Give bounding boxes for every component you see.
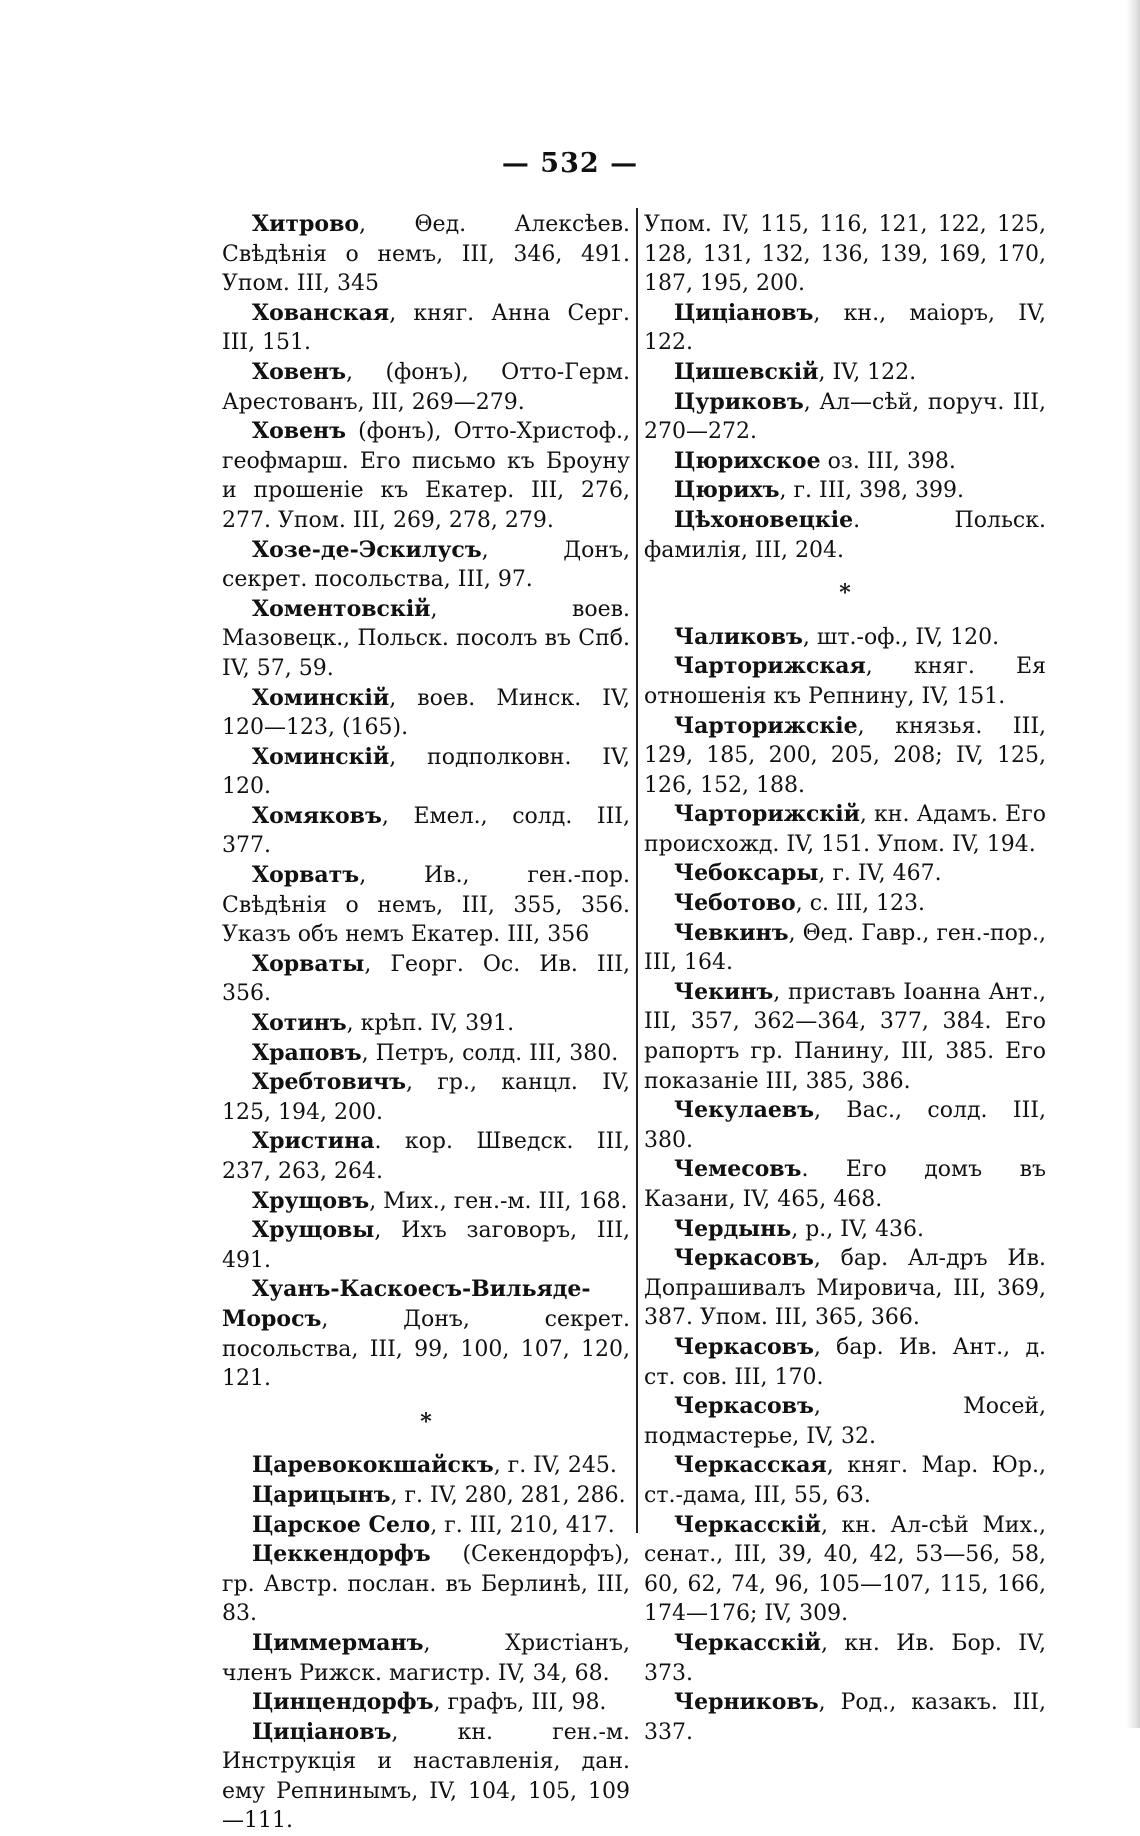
right-column xyxy=(644,210,1046,1747)
entry-text: , кн. ген.-м. Инструкція и наставленія, дан. ему Репнинымъ, IV, 104, 105, 109—111. xyxy=(222,1719,630,1834)
entry-text: . Его домъ въ Казани, IV, 465, 468. xyxy=(644,1157,1046,1212)
entry-headword: Черкасовъ xyxy=(674,1393,814,1420)
entry-text: , Донъ, секрет. посольства, III, 99, 100, 107, 120, 121. xyxy=(222,1306,630,1392)
index-entry xyxy=(222,536,630,595)
entry-text: , (фонъ), Отто-Герм. Арестованъ, III, 269—279. xyxy=(222,359,630,415)
entry-text: , Ив., ген.-пор. Свѣдѣнія о немъ, III, 355, 356. Указъ объ немъ Екатер. III, 356 xyxy=(222,863,630,948)
entry-headword: Хрущовы xyxy=(252,1217,375,1244)
entry-text: , кн. Ал-сѣй Мих., сенат., III, 39, 40, 42, 53—56, 58, 60, 62, 74, 96, 105—107, 115, 166, 174—176; IV, 309. xyxy=(644,1512,1046,1627)
entry-text: , приставъ Іоанна Ант., III, 357, 362—364, 377, 384. Его рапортъ гр. Панину, III, 385. Его показаніе III, 385, 386. xyxy=(644,979,1046,1094)
index-entry xyxy=(222,417,630,535)
entry-headword: Хоминскій xyxy=(252,743,390,770)
entry-text: , шт.-оф., IV, 120. xyxy=(802,624,1000,650)
index-entry xyxy=(644,1244,1046,1333)
entry-text: , Θед. Гавр., ген.-пор., III, 164. xyxy=(644,920,1046,976)
entry-text: . Польск. фамилія, III, 204. xyxy=(644,507,1046,563)
entry-text: , князья. III, 129, 185, 200, 205, 208; IV, 125, 126, 152, 188. xyxy=(644,713,1046,798)
index-entry xyxy=(644,1451,1046,1510)
entry-text: , Георг. Ос. Ив. III, 356. xyxy=(222,951,630,1007)
index-entry xyxy=(644,358,1046,388)
entry-headword: Хуанъ-Каскоесъ-Вильяде-Моросъ xyxy=(222,1276,591,1332)
entry-text: , Род., казакъ. III, 337. xyxy=(644,1690,1046,1745)
entry-text: , графъ, III, 98. xyxy=(433,1690,607,1716)
entry-text: оз. III, 398. xyxy=(820,448,956,474)
entry-text: , воев. Мазовецк., Польск. посолъ въ Спб. IV, 57, 59. xyxy=(222,596,630,681)
entry-text: (фонъ), Отто-Христоф., геофмарш. Его письмо къ Броуну и прошеніе къ Екатер. III, 276, 277. Упом. III, 269, 278, 279. xyxy=(222,419,630,533)
entry-headword: Хорваты xyxy=(252,950,365,977)
entry-text: , г. III, 210, 417. xyxy=(430,1512,615,1538)
index-entry xyxy=(222,802,630,861)
index-entry xyxy=(222,950,630,1009)
index-entry xyxy=(644,859,1046,889)
entry-headword: Царское Село xyxy=(252,1511,431,1538)
index-entry xyxy=(222,1068,630,1127)
entry-text: , Ихъ заговоръ, III, 491. xyxy=(222,1218,630,1273)
entry-text: , бар. Ив. Ант., д. ст. сов. III, 170. xyxy=(644,1334,1046,1390)
column-divider xyxy=(636,208,638,1533)
section-separator: * xyxy=(839,580,851,607)
entry-headword: Хованская xyxy=(252,299,390,326)
index-entry xyxy=(222,1187,630,1217)
index-entry xyxy=(644,1688,1046,1747)
entry-headword: Чарторижскій xyxy=(674,801,860,828)
entry-headword: Храповъ xyxy=(252,1039,362,1066)
entry-headword: Хорватъ xyxy=(252,862,360,889)
entry-headword: Цѣхоновецкіе xyxy=(674,506,854,533)
entry-headword: Хитрово xyxy=(252,211,360,237)
section-separator: * xyxy=(420,1408,432,1435)
entry-headword: Чарторижская xyxy=(674,653,866,680)
entry-text: , р., IV, 436. xyxy=(791,1216,924,1242)
entry-headword: Чебоксары xyxy=(674,860,819,887)
entry-headword: Циммерманъ xyxy=(252,1629,424,1656)
index-entry xyxy=(222,861,630,950)
index-entry xyxy=(222,210,630,299)
entry-headword: Чевкинъ xyxy=(674,919,789,946)
entry-text: , крѣп. IV, 391. xyxy=(346,1011,515,1037)
index-entry xyxy=(644,1215,1046,1245)
index-entry xyxy=(222,743,630,802)
index-entry xyxy=(222,1481,630,1511)
entry-headword: Цюрихъ xyxy=(674,477,780,504)
entry-text: , с. III, 123. xyxy=(795,891,926,917)
entry-headword: Царицынъ xyxy=(252,1481,391,1508)
entry-text: , Петръ, солд. III, 380. xyxy=(361,1040,619,1066)
entry-headword: Чекинъ xyxy=(674,978,774,1005)
index-entry xyxy=(222,1009,630,1039)
index-entry xyxy=(644,712,1046,801)
index-entry xyxy=(222,1127,630,1186)
index-entry xyxy=(222,595,630,684)
entry-text: , Емел., солд. III, 377. xyxy=(222,803,630,859)
index-entry xyxy=(644,623,1046,653)
entry-headword: Чарторижскіе xyxy=(674,712,858,739)
entry-text: , кн., маіоръ, IV, 122. xyxy=(644,300,1046,356)
index-entry xyxy=(644,800,1046,859)
entry-headword: Чаликовъ xyxy=(674,623,803,650)
entry-text: , подполковн. IV, 120. xyxy=(222,744,630,800)
entry-headword: Хозе-де-Эскилусъ xyxy=(252,536,482,563)
index-entry xyxy=(644,1096,1046,1155)
entry-headword: Цюрихское xyxy=(674,447,821,474)
entry-headword: Циціановъ xyxy=(674,299,814,326)
entry-headword: Хотинъ xyxy=(252,1010,347,1037)
entry-headword: Хоментовскій xyxy=(252,595,431,622)
page-edge-shadow xyxy=(1126,0,1140,1728)
entry-text: , кн. Ив. Бор. IV, 373. xyxy=(644,1630,1046,1686)
entry-text: , г. IV, 245. xyxy=(493,1453,617,1479)
index-entry xyxy=(644,1629,1046,1688)
entry-headword: Черкасовъ xyxy=(674,1245,814,1272)
continued-entry-text: Упом. IV, 115, 116, 121, 122, 125, 128, 131, 132, 136, 139, 169, 170, 187, 195, 200. xyxy=(644,212,1046,297)
index-entry xyxy=(644,506,1046,565)
entry-headword: Чердынь xyxy=(674,1215,792,1242)
entry-headword: Хребтовичъ xyxy=(252,1069,407,1096)
index-entry xyxy=(222,1039,630,1069)
index-entry xyxy=(644,1155,1046,1214)
entry-headword: Черкасскій xyxy=(674,1629,821,1656)
entry-text: , Ал—сѣй, поруч. III, 270—272. xyxy=(644,389,1046,445)
index-entry xyxy=(644,388,1046,447)
index-entry xyxy=(644,889,1046,919)
index-entry xyxy=(644,652,1046,711)
entry-text: , княг. Мар. Юр., ст.-дама, III, 55, 63. xyxy=(644,1453,1046,1508)
index-entry xyxy=(222,684,630,743)
entry-text: , г. III, 398, 399. xyxy=(779,478,965,504)
entry-headword: Христина xyxy=(252,1128,375,1155)
entry-text: , Мосей, подмастерье, IV, 32. xyxy=(644,1394,1046,1449)
index-entry xyxy=(644,447,1046,477)
index-entry xyxy=(644,1511,1046,1629)
entry-text: , воев. Минск. IV, 120—123, (165). xyxy=(222,685,630,741)
index-entry xyxy=(222,1688,630,1718)
index-entry xyxy=(222,358,630,417)
entry-headword: Ховенъ xyxy=(252,358,347,385)
page-number: — 532 — xyxy=(501,148,639,179)
entry-headword: Черкасская xyxy=(674,1452,827,1479)
index-entry xyxy=(644,476,1046,506)
entry-text: , княг. Ея отношенія къ Репнину, IV, 151. xyxy=(644,654,1046,709)
entry-headword: Черкасскій xyxy=(674,1511,821,1538)
entry-text: (Секендорфъ), гр. Австр. послан. въ Берлинѣ, III, 83. xyxy=(222,1542,630,1627)
entry-headword: Царевококшайскъ xyxy=(252,1452,494,1479)
index-entry xyxy=(222,1629,630,1688)
index-entry xyxy=(222,1718,630,1836)
entry-text: , г. IV, 280, 281, 286. xyxy=(390,1482,626,1508)
index-entry xyxy=(222,1451,630,1481)
entry-headword: Чекулаевъ xyxy=(674,1097,814,1124)
entry-headword: Чеботово xyxy=(674,890,796,917)
entry-headword: Черкасовъ xyxy=(674,1333,814,1360)
entry-text: , Вас., солд. III, 380. xyxy=(644,1098,1046,1153)
index-entry xyxy=(222,1540,630,1629)
entry-headword: Хоминскій xyxy=(252,684,390,711)
index-entry xyxy=(644,1333,1046,1392)
entry-text: , Мих., ген.-м. III, 168. xyxy=(369,1188,628,1214)
index-entry xyxy=(222,1216,630,1275)
entry-text: , бар. Ал-дръ Ив. Допрашивалъ Мировича, III, 369, 387. Упом. III, 365, 366. xyxy=(644,1246,1046,1331)
index-entry xyxy=(644,1392,1046,1451)
entry-headword: Чемесовъ xyxy=(674,1156,802,1183)
entry-headword: Циціановъ xyxy=(252,1718,392,1745)
entry-text: , гр., канцл. IV, 125, 194, 200. xyxy=(222,1070,630,1125)
entry-text: . кор. Шведск. III, 237, 263, 264. xyxy=(222,1129,630,1184)
entry-text: , кн. Адамъ. Его происхожд. IV, 151. Упом. IV, 194. xyxy=(644,802,1046,857)
index-entry xyxy=(644,978,1046,1096)
index-entry xyxy=(644,919,1046,978)
entry-text: , Христіанъ, членъ Рижск. магистр. IV, 34, 68. xyxy=(222,1630,630,1686)
entry-headword: Цеккендорфъ xyxy=(252,1541,431,1568)
entry-headword: Ховенъ xyxy=(252,418,347,445)
entry-text: , г. IV, 467. xyxy=(818,861,942,887)
entry-text: , княг. Анна Серг. III, 151. xyxy=(222,300,630,356)
entry-text: , Донъ, секрет. посольства, III, 97. xyxy=(222,537,630,593)
index-entry xyxy=(222,1511,630,1541)
entry-text: , Θед. Алексѣев. Свѣдѣнія о немъ, III, 346, 491. Упом. III, 345 xyxy=(222,212,630,297)
entry-headword: Цуриковъ xyxy=(674,388,804,415)
index-entry xyxy=(222,1275,630,1393)
entry-text: , IV, 122. xyxy=(818,359,917,385)
left-column xyxy=(222,210,630,1836)
index-entry xyxy=(222,299,630,358)
entry-headword: Цишевскій xyxy=(674,358,819,385)
entry-headword: Цинцендорфъ xyxy=(252,1689,434,1716)
entry-headword: Хрущовъ xyxy=(252,1187,370,1214)
entry-headword: Хомяковъ xyxy=(252,802,382,829)
entry-headword: Черниковъ xyxy=(674,1689,819,1716)
index-entry xyxy=(644,299,1046,358)
